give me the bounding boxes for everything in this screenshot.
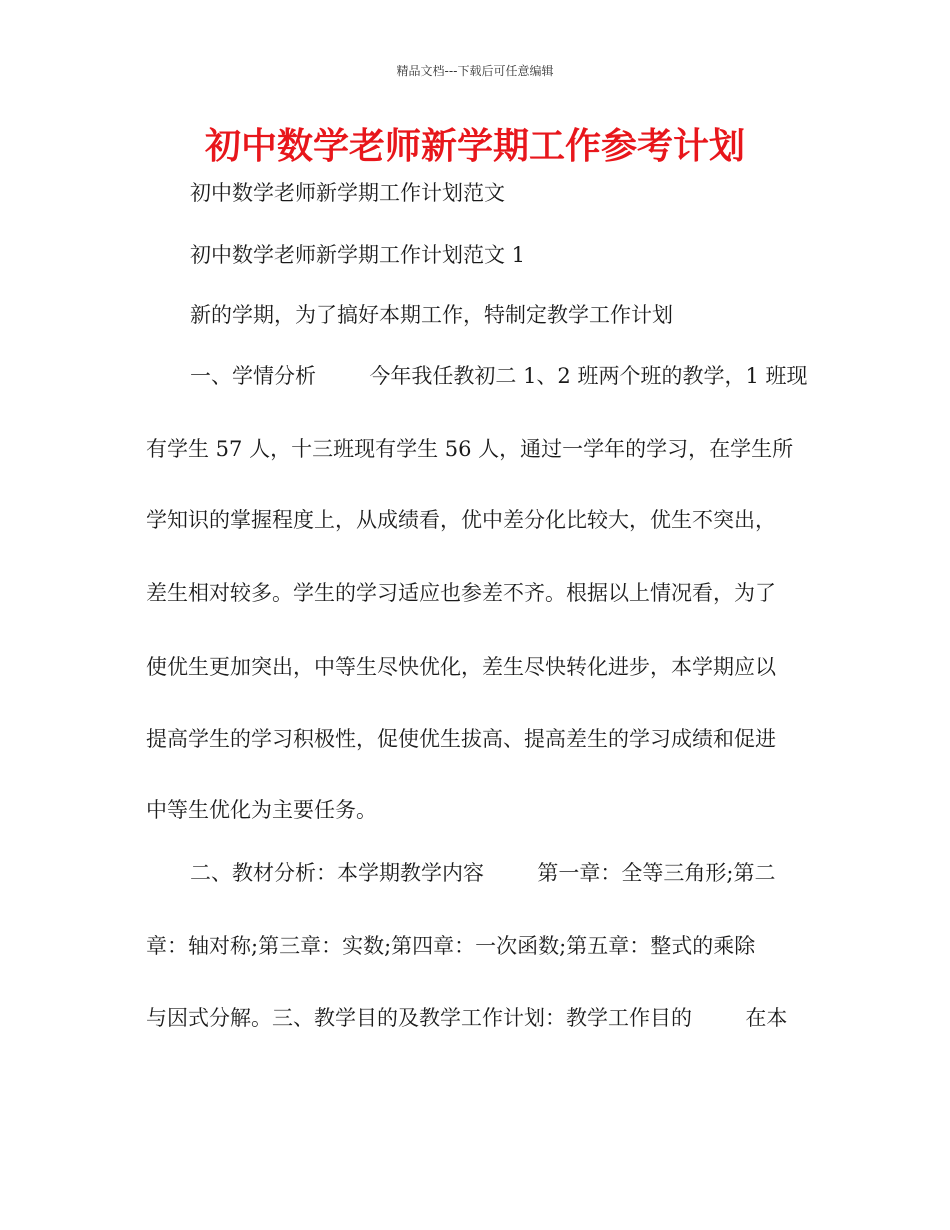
page-header: 精品文档---下载后可任意编辑 xyxy=(396,64,554,78)
intro-paragraph: 新的学期，为了搞好本期工作，特制定教学工作计划 xyxy=(190,303,673,327)
paragraph-line: 使优生更加突出，中等生尽快优化，差生尽快转化进步，本学期应以 xyxy=(146,655,776,679)
subtitle-line: 初中数学老师新学期工作计划范文 1 xyxy=(190,243,526,267)
paragraph-line: 有学生 57 人，十三班现有学生 56 人，通过一学年的学习，在学生所 xyxy=(146,437,794,461)
document-title: 初中数学老师新学期工作参考计划 xyxy=(204,126,745,167)
paragraph-line: 章：轴对称;第三章：实数;第四章：一次函数;第五章：整式的乘除 xyxy=(146,934,756,958)
paragraph-line: 一、学情分析 今年我任教初二 1、2 班两个班的教学，1 班现 xyxy=(190,364,808,388)
paragraph-line: 学知识的掌握程度上，从成绩看，优中差分化比较大，优生不突出， xyxy=(146,508,776,532)
paragraph-line: 提高学生的学习积极性，促使优生拔高、提高差生的学习成绩和促进 xyxy=(146,727,776,751)
paragraph-line: 差生相对较多。学生的学习适应也参差不齐。根据以上情况看，为了 xyxy=(146,581,776,605)
paragraph-line: 中等生优化为主要任务。 xyxy=(146,798,377,822)
subtitle-line: 初中数学老师新学期工作计划范文 xyxy=(190,181,505,205)
paragraph-line: 与因式分解。三、教学目的及教学工作计划：教学工作目的 在本 xyxy=(146,1006,788,1030)
paragraph-line: 二、教材分析：本学期教学内容 第一章：全等三角形;第二 xyxy=(190,861,776,885)
